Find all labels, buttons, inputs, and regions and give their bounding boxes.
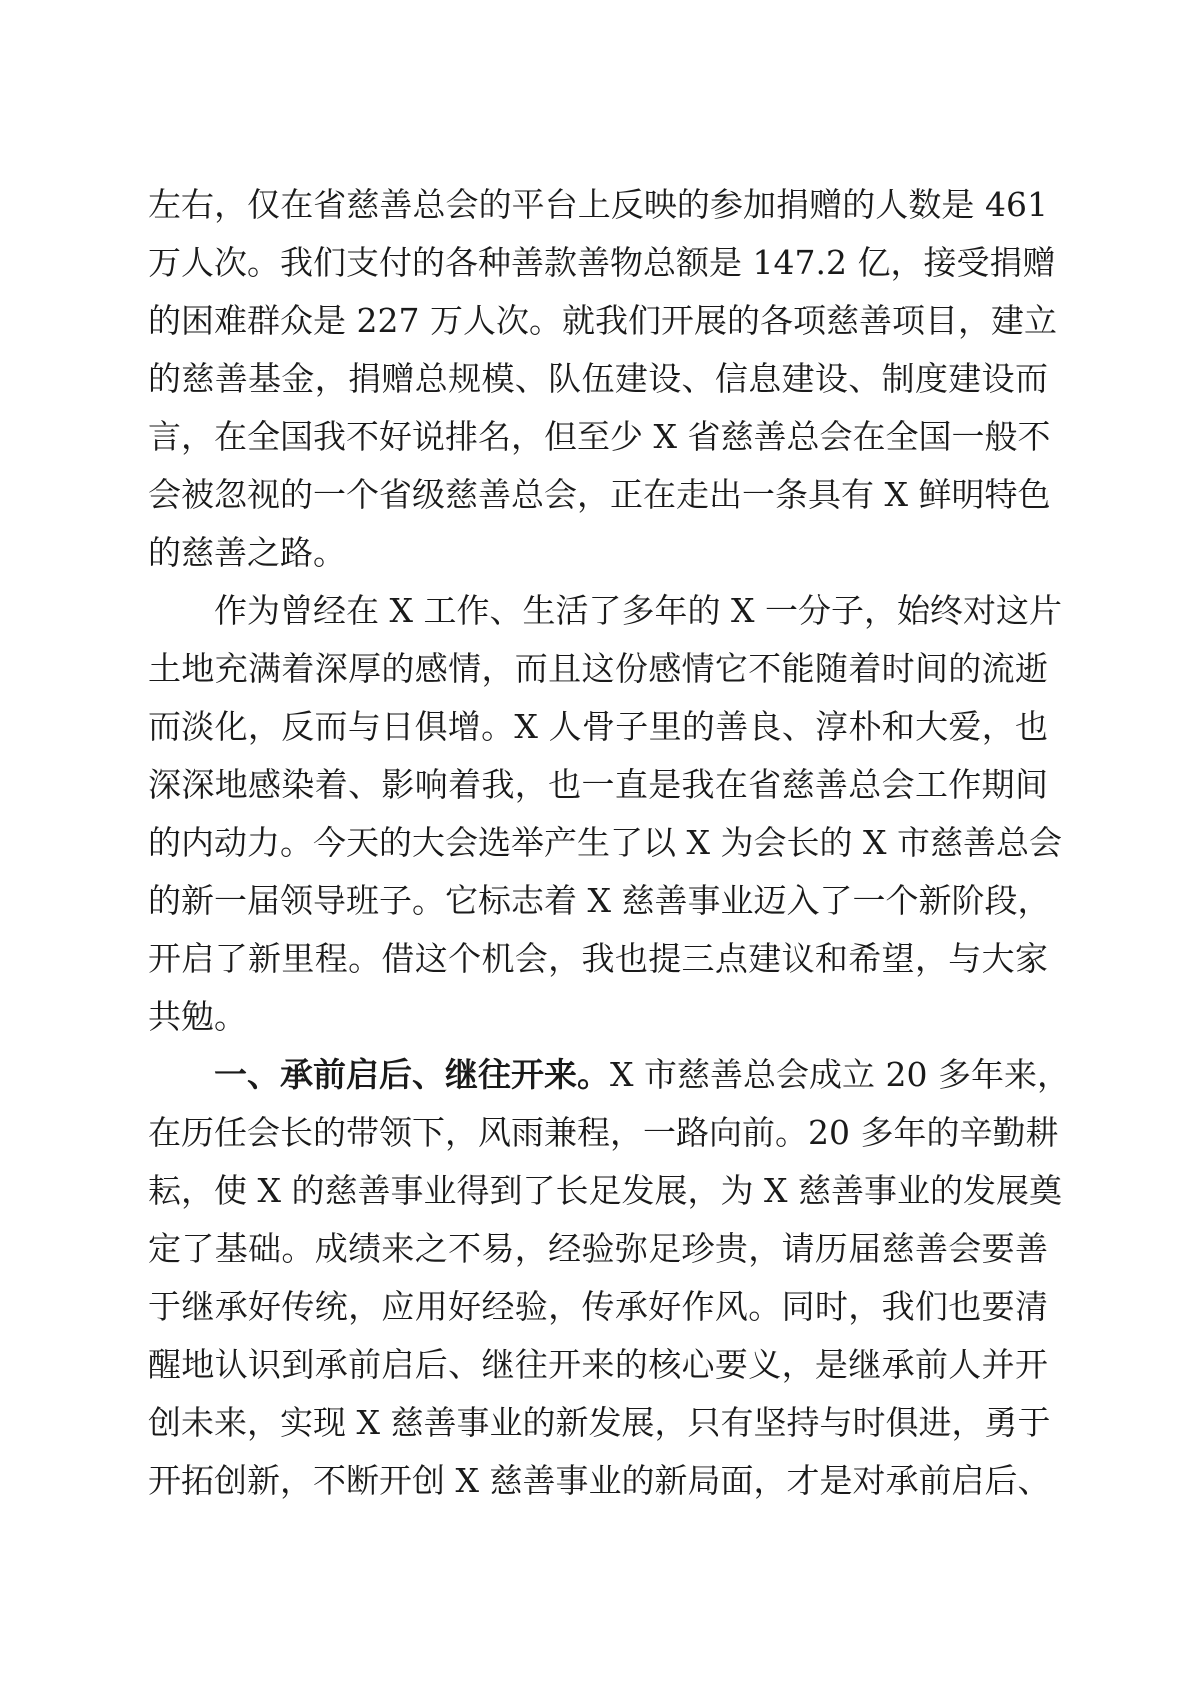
document-body (148, 176, 1070, 1510)
text-line: 作为曾经在 X 工作、生活了多年的 X 一分子，始终对这片 (214, 591, 1062, 630)
text-line: 土地充满着深厚的感情，而且这份感情它不能随着时间的流逝 (148, 649, 1048, 688)
paragraph-2 (148, 582, 1062, 1046)
text-line: 开启了新里程。借这个机会，我也提三点建议和希望，与大家 (148, 939, 1048, 978)
text-line: 左右，仅在省慈善总会的平台上反映的参加捐赠的人数是 461 (148, 185, 1048, 224)
text-line: 的内动力。今天的大会选举产生了以 X 为会长的 X 市慈善总会 (148, 823, 1062, 862)
text-line (148, 1046, 1070, 1104)
heading-line-rest: X 市慈善总会成立 20 多年来， (610, 1055, 1070, 1094)
section-heading: 一、承前启后、继往开来。 (214, 1055, 610, 1094)
text-line: 万人次。我们支付的各种善款善物总额是 147.2 亿，接受捐赠 (148, 243, 1056, 282)
text-line: 的困难群众是 227 万人次。就我们开展的各项慈善项目，建立 (148, 301, 1057, 340)
text-line: 于继承好传统，应用好经验，传承好作风。同时，我们也要清 (148, 1287, 1048, 1326)
text-line: 会被忽视的一个省级慈善总会，正在走出一条具有 X 鲜明特色 (148, 475, 1051, 514)
text-line: 的新一届领导班子。它标志着 X 慈善事业迈入了一个新阶段， (148, 881, 1051, 920)
text-line: 的慈善基金，捐赠总规模、队伍建设、信息建设、制度建设而 (148, 359, 1048, 398)
text-line: 创未来，实现 X 慈善事业的新发展，只有坚持与时俱进，勇于 (148, 1403, 1051, 1442)
text-line: 在历任会长的带领下，风雨兼程，一路向前。20 多年的辛勤耕 (148, 1113, 1059, 1152)
text-line: 定了基础。成绩来之不易，经验弥足珍贵，请历届慈善会要善 (148, 1229, 1048, 1268)
paragraph-3 (148, 1046, 1070, 1510)
text-line: 而淡化，反而与日俱增。X 人骨子里的善良、淳朴和大爱，也 (148, 707, 1048, 746)
text-line: 耘，使 X 的慈善事业得到了长足发展，为 X 慈善事业的发展奠 (148, 1171, 1062, 1210)
text-line: 开拓创新，不断开创 X 慈善事业的新局面，才是对承前启后、 (148, 1461, 1051, 1500)
text-line: 醒地认识到承前启后、继往开来的核心要义，是继承前人并开 (148, 1345, 1048, 1384)
text-line: 深深地感染着、影响着我，也一直是我在省慈善总会工作期间 (148, 765, 1048, 804)
paragraph-1 (148, 176, 1057, 582)
text-line: 言，在全国我不好说排名，但至少 X 省慈善总会在全国一般不 (148, 417, 1051, 456)
text-line: 共勉。 (148, 997, 247, 1036)
text-line: 的慈善之路。 (148, 533, 346, 572)
